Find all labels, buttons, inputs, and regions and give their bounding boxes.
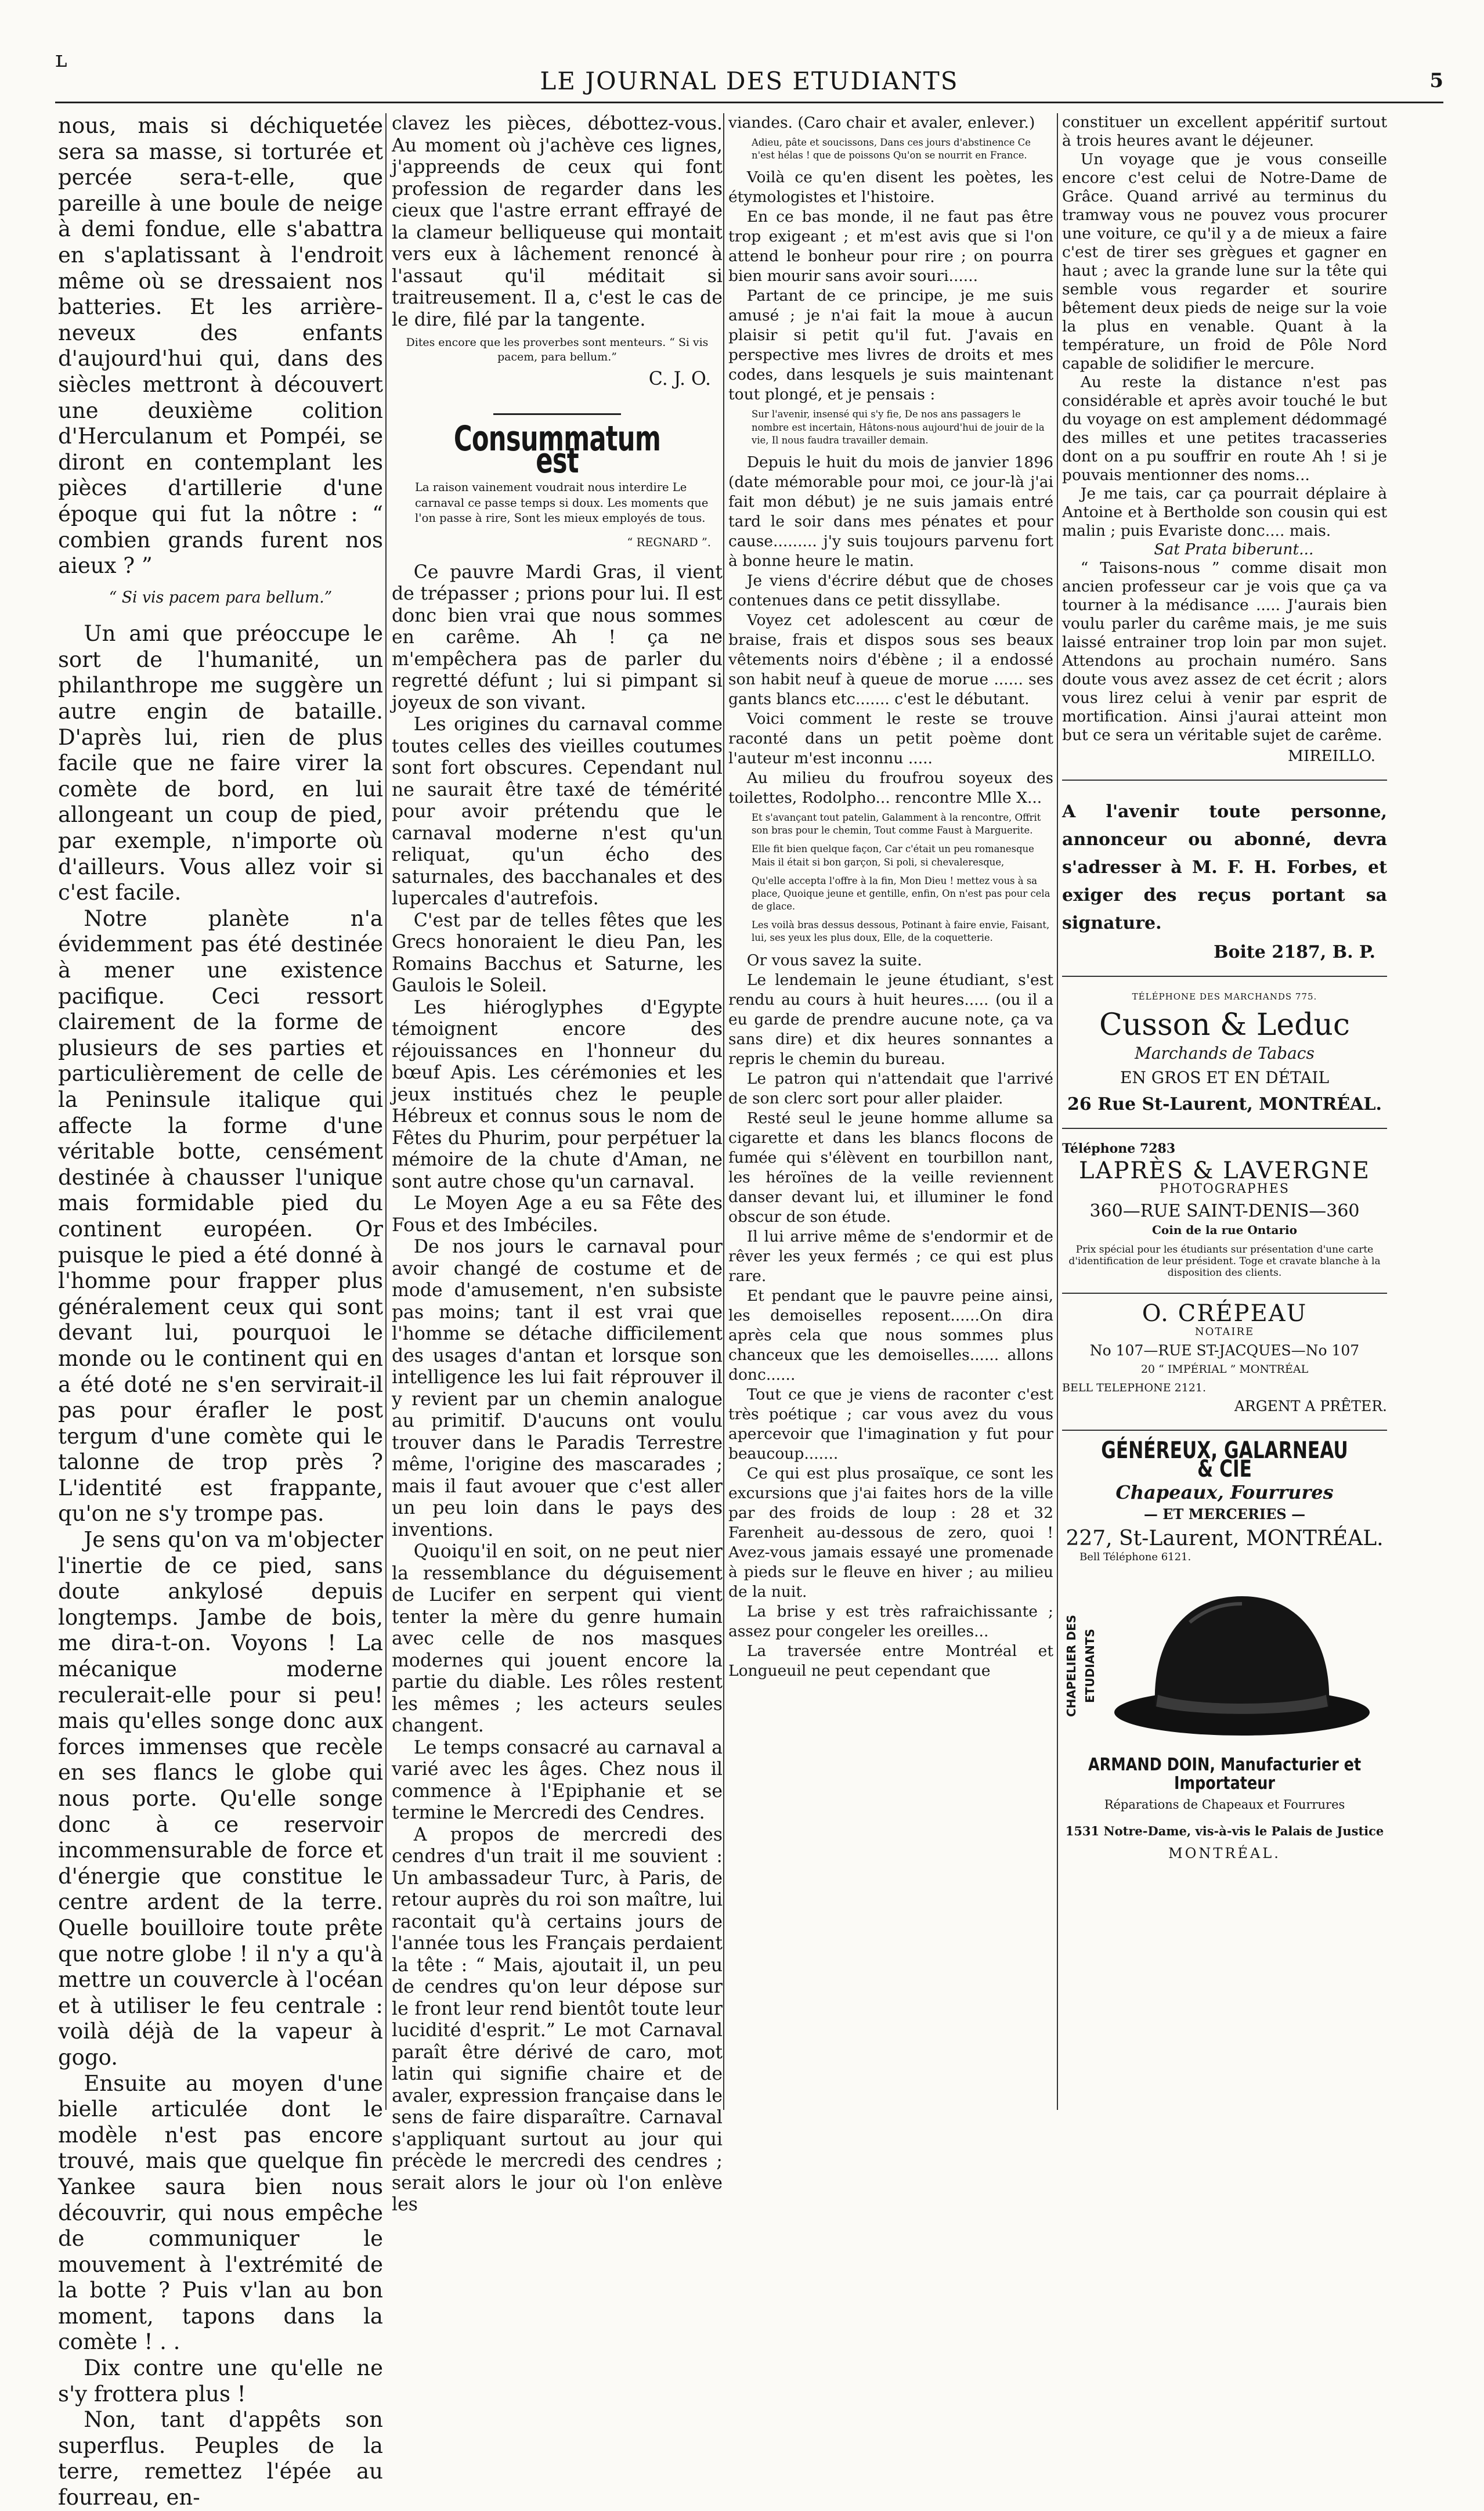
paragraph: Partant de ce principe, je me suis amusé ; je n'ai fait la moue à aucun plaisir si petit qu'il fut. J'avais en perspective mes livres de droits et mes codes, dans lesquels je suis maintenant tout plongé, et je pensais : — [728, 287, 1053, 404]
epigraph: La raison vainement voudrait nous interdire Le carnaval ce passe temps si doux. Les moments que l'on passe à rire, Sont les mieux employés de tous. — [415, 481, 709, 525]
ad-phone: TÉLÉPHONE DES MARCHANDS 775. — [1132, 991, 1317, 1002]
ad-address: 360—RUE SAINT-DENIS—360 — [1089, 1201, 1360, 1221]
paragraph: Voici comment le reste se trouve raconté dans un petit poème dont l'auteur m'est inconnu ..... — [728, 709, 1053, 767]
column-3 — [728, 113, 1053, 2116]
ad-address: 26 Rue St-Laurent, MONTRÉAL. — [1067, 1094, 1382, 1114]
column-rule — [723, 113, 724, 2110]
ad-trade: NOTAIRE — [1194, 1326, 1255, 1338]
paragraph: “ Taisons-nous ” comme disait mon ancien professeur car je vois que ça va tourner à la médisance ..... J'aurais bien voulu parler du carême mais, je me suis laissé entrainer trop loin par mon sujet. Attendons au prochain numéro. Sans doute vous avez assez de cet écrit ; alors vous lirez celui à venir par esprit de mortification. Ainsi j'aurai atteint mon but ce sera un véritable sujet de carême. — [1062, 559, 1387, 744]
paragraph: De nos jours le carnaval pour avoir changé de costume et de mode d'amusement, n'en subsiste pas moins; tant il est vrai que l'homme se détache difficilement des usages d'antan et lorsque son intelligence les lui fait réprouver il y revient par un chemin analogue au primitif. D'aucuns ont voulu trouver dans le Paradis Terrestre même, l'origine des mascarades ; mais il faut avouer que c'est aller un peu loin dans le pays des inventions. — [392, 1236, 723, 1540]
separator — [392, 399, 723, 421]
paragraph: Il lui arrive même de s'endormir et de rêver les yeux fermés ; ce qui est plus rare. — [728, 1227, 1053, 1285]
paragraph: Et pendant que le pauvre peine ainsi, les demoiselles reposent......On dira après cela que nous sommes plus chanceux que les demoiselles...... allons donc...... — [728, 1286, 1053, 1384]
page-number: 5 — [1429, 69, 1443, 92]
paragraph: A propos de mercredi des cendres d'un trait il me souvient : Un ambassadeur Turc, à Paris, de retour auprès du roi son maître, lui racontait qu'à certains jours de l'année tous les Français perdaient la tête : “ Mais, ajoutait il, un peu de cendres qu'on leur dépose sur le front leur rend bientôt toute leur lucidité d'esprit.” Le mot Carnaval paraît être dérivé de caro, mot latin qui signifie chaire et de avaler, expression française dans le sens de faire disparaître. Carnaval s'appliquant surtout au jour qui précède le mercredi des cendres ; serait alors le jour où l'on enlève les — [392, 1824, 723, 2216]
post-box: Boite 2187, B. P. — [1214, 942, 1375, 962]
paragraph: clavez les pièces, débottez-vous. Au moment où j'achève ces lignes, j'appreends de ceux qui font profession de regarder dans les cieux que l'astre errant effrayé de la clameur belliqueuse qui montait vers eux à lâchement renoncé à l'assaut qu'il méditait si traitreusement. Il a, c'est le cas de le dire, filé par la tangente. — [392, 113, 723, 330]
paragraph: Voyez cet adolescent au cœur de braise, frais et dispos sous ses beaux vêtements noirs d'ébène ; il a endossé son habit neuf à queue de morue ...... ses gants blancs etc....... c'est le débutant. — [728, 611, 1053, 708]
divider — [1062, 1430, 1387, 1431]
ad-name: ARMAND DOIN, Manufacturier et Importateur — [1088, 1755, 1362, 1794]
column-rule — [1057, 113, 1058, 2110]
bowler-hat-icon — [1103, 1582, 1381, 1744]
divider — [1062, 1293, 1387, 1294]
paragraph: Au milieu du froufrou soyeux des toilettes, Rodolpho... rencontre Mlle X... — [728, 769, 1053, 807]
ad-corner: Coin de la rue Ontario — [1152, 1223, 1297, 1237]
paragraph: Ensuite au moyen d'une bielle articulée dont le modèle n'est pas encore trouvé, mais que quelque fin Yankee saura bien nous découvrir, qui nous empêche de communiquer le mouvement à l'extrémité de la botte ? Puis v'lan au bon moment, tapons dans la comète ! . . — [58, 2070, 383, 2355]
ad-genereux-galarneau — [1062, 1437, 1387, 1567]
column-2 — [392, 113, 723, 2216]
paragraph: Dix contre une qu'elle ne s'y frottera plus ! — [58, 2355, 383, 2407]
paragraph: Les hiéroglyphes d'Egypte témoignent encore des réjouissances en l'honneur du bœuf Apis. Les cérémonies et les jeux institués chez le peuple Hébreux et connus sous le nom de Fêtes du Phurim, pour perpétuer la mémoire de la chute d'Aman, ne sont autre chose qu'un carnaval. — [392, 997, 723, 1192]
ad-phone: Bell Téléphone 6121. — [1079, 1551, 1191, 1563]
paragraph: Ce pauvre Mardi Gras, il vient de trépasser ; prions pour lui. Il est donc bien vrai que nous sommes en carême. Ah ! ça ne m'empêchera pas de parler du regretté défunt ; lui si pimpant si joyeux de son vivant. — [392, 561, 723, 713]
paragraph: Le patron qui n'attendait que l'arrivé de son clerc sort pour aller plaider. — [728, 1069, 1053, 1107]
ad-cusson-leduc — [1062, 987, 1387, 1114]
verse: Elle fit bien quelque façon, Car c'était un peu romanesque Mais il était si bon garçon, Si poli, si chevaleresque, — [752, 843, 1034, 868]
ad-extra: — ET MERCERIES — — [1143, 1506, 1306, 1523]
ad-address: 1531 Notre-Dame, vis-à-vis le Palais de Justice — [1065, 1824, 1384, 1838]
paragraph: Resté seul le jeune homme allume sa cigarette et dans les blancs flocons de fumée qui s'élèvent en tourbillon nant, les héroïnes de la veille reviennent danser devant lui, et illuminer le fond obscur de son étude. — [728, 1109, 1053, 1226]
ad-name: O. CRÉPEAU — [1142, 1300, 1308, 1327]
paragraph: nous, mais si déchiquetée sera sa masse, si torturée et percée sera-t-elle, que pareille à une boule de neige à demi fondue, elle s'abattra en s'aplatissant à l'endroit même où se dressaient nos batteries. Et les arrière-neveux des enfants d'aujourd'hui qui, dans des siècles mettront à découvert une deuxième colition d'Herculanum et Pompéi, se diront en contemplant les pièces d'artillerie d'une époque qui fut la nôtre : “ combien grands furent nos aieux ? ” — [58, 113, 383, 579]
paragraph: Tout ce que je viens de raconter c'est très poétique ; car vous avez du vous apercevoir que l'imagination y fut pour beaucoup....... — [728, 1385, 1053, 1463]
column-4 — [1062, 113, 1387, 2116]
ad-building: 20 “ IMPÉRIAL ” MONTRÉAL — [1140, 1363, 1309, 1376]
corner-mark: ʟ — [55, 46, 67, 72]
paragraph: Au reste la distance n'est pas considérable et après avoir touché le but du voyage on est amplement dédommagé des milles et une petites tracasseries dont on a pu souffrir en route Ah ! si je pouvais mentionner des noms... — [1062, 373, 1387, 484]
paragraph: Depuis le huit du mois de janvier 1896 (date mémorable pour moi, ce jour-là j'ai fait mon début) je ne suis jamais entré tard le soir dans mes pénates et pour cause......... j'y suis toujours parvenu fort à bonne heure le matin. — [728, 453, 1053, 570]
paragraph: La traversée entre Montréal et Longueuil ne peut cependant que — [728, 1641, 1053, 1680]
paragraph: Non, tant d'appêts son superflus. Peuples de la terre, remettez l'épée au fourreau, en- — [58, 2407, 383, 2510]
article-quote: Dites encore que les proverbes sont menteurs. “ Si vis pacem, para bellum.” — [406, 336, 709, 363]
ad-trade: Chapeaux, Fourrures — [1115, 1481, 1334, 1503]
paragraph: Le temps consacré au carnaval a varié avec les âges. Chez nous il commence à l'Epiphanie et se termine le Mercredi des Cendres. — [392, 1737, 723, 1824]
epigraph-author: “ REGNARD ”. — [627, 536, 711, 550]
verse: Et s'avançant tout patelin, Galamment à la rencontre, Offrit son bras pour le chemin, Tout comme Faust à Marguerite. — [752, 811, 1041, 836]
ad-name: GÉNÉREUX, GALARNEAU & CIE — [1101, 1437, 1348, 1482]
paragraph: En ce bas monde, il ne faut pas être trop exigeant ; et m'est avis que si l'on attend le bonheur pour rire ; on pourra bien mourir sans avoir souri...... — [728, 208, 1053, 286]
newspaper-title: LE JOURNAL DES ETUDIANTS — [540, 67, 959, 95]
column-rule — [385, 113, 387, 2110]
divider — [1062, 976, 1387, 977]
ad-repairs: Réparations de Chapeaux et Fourrures — [1104, 1798, 1345, 1812]
author-signature: MIREILLO. — [1287, 747, 1375, 765]
verse: Les voilà bras dessus dessous, Potinant à faire envie, Faisant, lui, ses yeux les plus doux, Elle, de la coquetterie. — [752, 919, 1050, 944]
ad-side-label-box — [1056, 1593, 1097, 1744]
paragraph: Je me tais, car ça pourrait déplaire à Antoine et à Bertholde son cousin qui est malin ; puis Evariste donc.... mais. — [1062, 485, 1387, 540]
ad-address: 227, St-Laurent, MONTRÉAL. — [1066, 1527, 1384, 1550]
ad-lapres-lavergne — [1062, 1139, 1387, 1279]
ad-city: MONTRÉAL. — [1168, 1845, 1281, 1861]
paragraph: Voilà ce qu'en disent les poètes, les étymologistes et l'histoire. — [728, 168, 1053, 207]
ad-name: Cusson & Leduc — [1099, 1008, 1350, 1042]
paragraph: Je viens d'écrire début que de choses contenues dans ce petit dissyllabe. — [728, 571, 1053, 609]
ad-address: No 107—RUE ST-JACQUES—No 107 — [1089, 1342, 1360, 1359]
ad-name: LAPRÈS & LAVERGNE — [1079, 1157, 1370, 1184]
ad-loan: ARGENT A PRÊTER. — [1234, 1398, 1387, 1415]
article-heading: Consummatum est — [453, 418, 661, 481]
divider — [1062, 780, 1387, 781]
author-signature: C. J. O. — [648, 369, 711, 390]
paragraph: La brise y est très rafraichissante ; assez pour congeler les oreilles... — [728, 1602, 1053, 1640]
paragraph: constituer un excellent appéritif surtout à trois heures avant le déjeuner. — [1062, 113, 1387, 150]
latin-maxim: “ Si vis pacem para bellum.” — [109, 588, 333, 607]
ad-armand-doin — [1062, 1576, 1387, 1863]
ad-phone: Téléphone 7283 — [1062, 1141, 1176, 1156]
subscriber-notice: A l'avenir toute personne, annonceur ou abonné, devra s'adresser à M. F. H. Forbes, et exiger des reçus portant sa signature. — [1062, 802, 1387, 933]
paragraph: Les origines du carnaval comme toutes celles des vieilles coutumes sont fort obscures. Cependant nul ne saurait être taxé de témérité pour avoir prétendu que le carnaval moderne n'est qu'un reliquat, qu'un écho des saturnales, des bacchanales et des lupercales d'autrefois. — [392, 714, 723, 910]
latin-phrase: Sat Prata biberunt... — [1154, 540, 1314, 558]
paragraph: Un voyage que je vous conseille encore c'est celui de Notre-Dame de Grâce. Quand arrivé au terminus du tramway vous ne pouvez vous procurer une voiture, ce qu'il y a de mieux a faire c'est de tirer ses grègues et gagner en haut ; avec la grande lune sur la tête qui semble vous regarder et sourire bêtement deux pieds de neige sur la voie la plus en venable. Quant à la température, un froid de Pôle Nord capable de solidifier le mercure. — [1062, 150, 1387, 373]
paragraph: Je sens qu'on va m'objecter l'inertie de ce pied, sans doute ankylosé depuis longtemps. Jambe de bois, me dira-t-on. Voyons ! La mécanique moderne reculerait-elle pour si peu! mais qu'elles songe donc aux forces immenses que recèle en ses flancs le globe qui nous porte. Qu'elle songe donc à ce reservoir incommensurable de force et d'énergie que constitue le centre ardent de la terre. Quelle bouilloire toute prête que notre globe ! il n'y a qu'à mettre un couvercle à l'océan et à utiliser le feu centrale : voilà déjà de la vapeur à gogo. — [58, 1527, 383, 2070]
verse: Qu'elle accepta l'offre à la fin, Mon Dieu ! mettez vous à sa place, Quoique jeune et gentille, enfin, On n'est pas pour cela de glace. — [752, 875, 1050, 912]
ad-crepeau — [1062, 1300, 1387, 1416]
paragraph: Notre planète n'a évidemment pas été destinée à mener une existence pacifique. Ceci ressort clairement de la forme de plusieurs de ses parties et particulièrement de celle de la Peninsule italique qui affecte la forme d'une véritable botte, censément destinée à chausser l'unique mais formidable pied du continent européen. Or puisque le pied a été donné à l'homme pour frapper plus généralement ceux qui sont devant lui, pourquoi le monde ou le continent qui en a été doté ne s'en servirait-il pas pour érafler le post tergum d'une comète qui le talonne de trop près ? L'identité est frappante, qu'on ne s'y trompe pas. — [58, 905, 383, 1527]
ad-note: Prix spécial pour les étudiants sur présentation d'une carte d'identification de leur président. Toge et cravate blanche à la disposition des clients. — [1068, 1244, 1381, 1279]
ad-phone: BELL TELEPHONE 2121. — [1062, 1381, 1206, 1394]
paragraph: Le Moyen Age a eu sa Fête des Fous et des Imbéciles. — [392, 1193, 723, 1236]
paragraph: Quoiqu'il en soit, on ne peut nier la ressemblance du déguisement de Lucifer en serpent qui vient tenter la mère du genre humain avec celle de nos masques modernes qui jouent encore la partie du diable. Les rôles restent les mêmes ; les acteurs seules changent. — [392, 1541, 723, 1737]
hat-illustration — [1062, 1576, 1387, 1750]
ad-trade: PHOTOGRAPHES — [1160, 1182, 1290, 1196]
paragraph: Un ami que préoccupe le sort de l'humanité, un philanthrope me suggère un autre engin de bataille. D'après lui, rien de plus facile que ne faire virer la comète de bord, en lui allongeant un coup de pied, par exemple, n'importe où d'ailleurs. Vous allez voir si c'est facile. — [58, 621, 383, 905]
verse: Sur l'avenir, insensé qui s'y fie, De nos ans passagers le nombre est incertain, Hâtons-nous aujourd'hui de jouir de la vie, Il nous faudra travailler demain. — [752, 409, 1045, 446]
masthead — [55, 46, 1443, 103]
paragraph: Ce qui est plus prosaïque, ce sont les excursions que j'ai faites hors de la ville par des froids de loup : 28 et 32 Farenheit au-dessous de zero, quoi ! Avez-vous jamais essayé une promenade à pieds sur le fleuve en hiver ; au milieu de la nuit. — [728, 1464, 1053, 1601]
paragraph: Le lendemain le jeune étudiant, s'est rendu au cours à huit heures..... (ou il a eu garde de prendre aucune note, ça va sans dire) et dix heures sonnantes a repris le chemin du bureau. — [728, 971, 1053, 1068]
ad-trade: Marchands de Tabacs — [1135, 1044, 1315, 1063]
ad-line: EN GROS ET EN DÉTAIL — [1120, 1068, 1330, 1087]
ad-side-label: CHAPELIER DES ETUDIANTS — [1064, 1614, 1097, 1718]
verse: Adieu, pâte et soucissons, Dans ces jours d'abstinence Ce n'est hélas ! que de poissons Qu'on se nourrit en France. — [752, 137, 1031, 161]
paragraph: viandes. (Caro chair et avaler, enlever.) — [728, 114, 1035, 132]
paragraph: C'est par de telles fêtes que les Grecs honoraient le dieu Pan, les Romains Bacchus et Saturne, les Gaulois le Soleil. — [392, 910, 723, 997]
divider — [1062, 1128, 1387, 1129]
paragraph: Or vous savez la suite. — [746, 951, 922, 969]
column-1 — [58, 113, 383, 2510]
